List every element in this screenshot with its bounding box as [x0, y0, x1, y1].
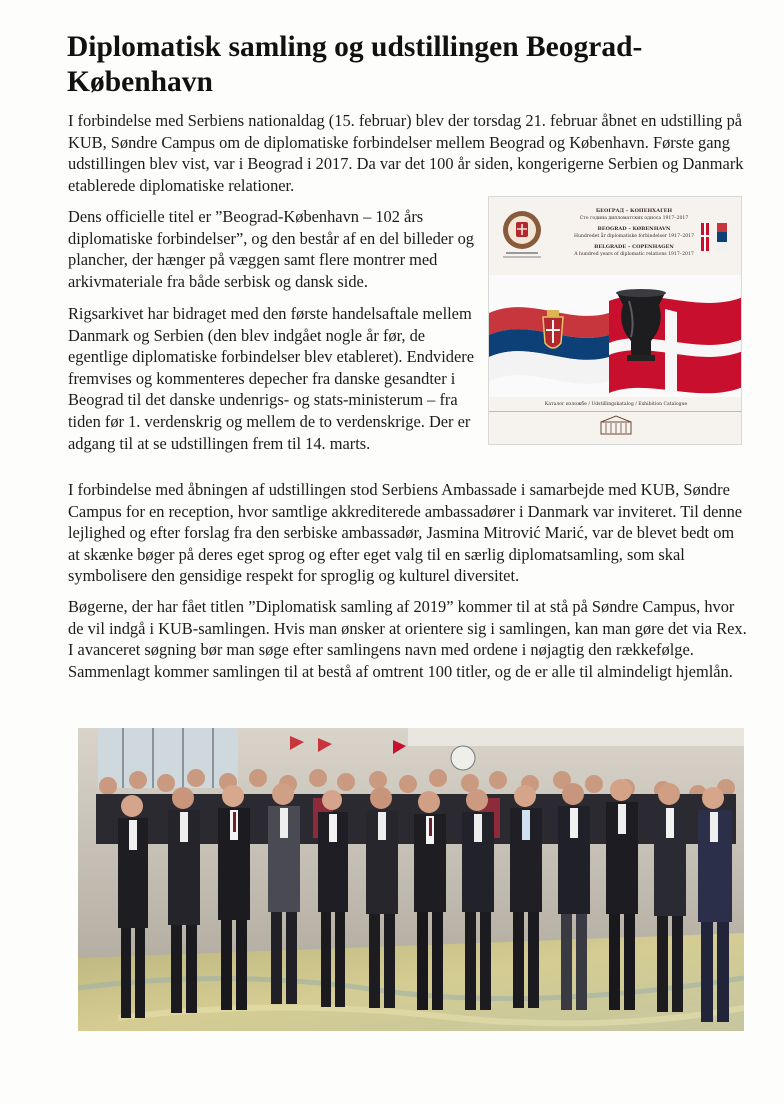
group-photo [78, 728, 744, 1031]
paragraph-intro: I forbindelse med Serbiens nationaldag (15. februar) blev der torsdag 21. februar åbnet en udstilling på KUB, Søndre Campus om de diplomatiske forbindelser mellem Beograd og København. Første gang udstillingen blev vist, var i Beograd i 2017. Da var det 100 år siden, kongerigerne Serbien og Danmark etablerede diplomatiske relationer. [68, 111, 744, 195]
paragraph-title: Dens officielle titel er ”Beograd-København – 102 års diplomatiske forbindelser”, og den består af en del billeder og plancher, der hænger på væggen samt flere montrer med arkivmateriale fra både serbisk og dansk side. [68, 207, 474, 291]
wall-clock-icon [451, 746, 475, 770]
catalogue-footer: Каталог изложбе / Udstillingskatalog / Exhibition Catalogue [544, 402, 688, 407]
paragraph-reception: I forbindelse med åbningen af udstillingen stod Serbiens Ambassade i samarbejde med KUB, Søndre Campus for en reception, hvor samtlige akkrediterede ambassadører i Danmark var inviteret. Til denne lejlighed og efter forslag fra den serbiske ambassadør, Jasmina Mitrović Marić, var de blevet bedt om at skænke bøger på deres eget sprog og efter eget valg til en særlig diplomatsamling, som skal symbolisere den gensidige respekt for sproglig og kulturel diversitet. [68, 480, 743, 586]
catalogue-title-english: BELGRADE – COPENHAGEN [594, 244, 674, 250]
catalogue-subtitle-cyrillic: Сто година дипломатских односа 1917–2017 [579, 216, 689, 221]
paragraph-rigsarkivet: Rigsarkivet har bidraget med den første handelsaftale mellem Danmark og Serbien (den blev indgået nogle år før, de egentlige diplomatiske forbindelser blev etableret). Endvidere fremvises og kommenteres depecher fra danske gesandter i Beograd til det danske undenrigs- og stats-ministerum – fra tiden før 1. verdenskrig og mellem de to verdenskrige. Der er adgang til at se udstillingen frem til 14. marts. [68, 304, 474, 453]
paragraph-collection: Bøgerne, der har fået titlen ”Diplomatisk samling af 2019” kommer til at stå på Søndre Campus, hvor de vil indgå i KUB-samlingen. Hvis man ønsker at orientere sig i samlingen, kan man gøre det via Rex. I avanceret søgning bør man søge efter samlingens navn med ordene i nøjagtig den rækkefølge. Sammenlagt kommer samlingen til at bestå af omtrent 100 titler, og de er alle til almindeligt hjemlån. [68, 597, 747, 681]
catalogue-title-danish: BEOGRAD – KØBENHAVN [597, 226, 671, 232]
catalogue-title-cyrillic: БЕОГРАД – КОПЕНХАГЕН [595, 208, 673, 214]
group-photo-art [78, 728, 744, 1031]
catalogue-subtitle-danish: Hundredet år diplomatiske forbindelser 1917–2017 [573, 234, 695, 239]
catalogue-subtitle-english: A hundred years of diplomatic relations 1917–2017 [574, 252, 694, 257]
article-headline: Diplomatisk samling og udstillingen Beograd-København [67, 31, 643, 98]
catalogue-cover-image [488, 196, 742, 445]
